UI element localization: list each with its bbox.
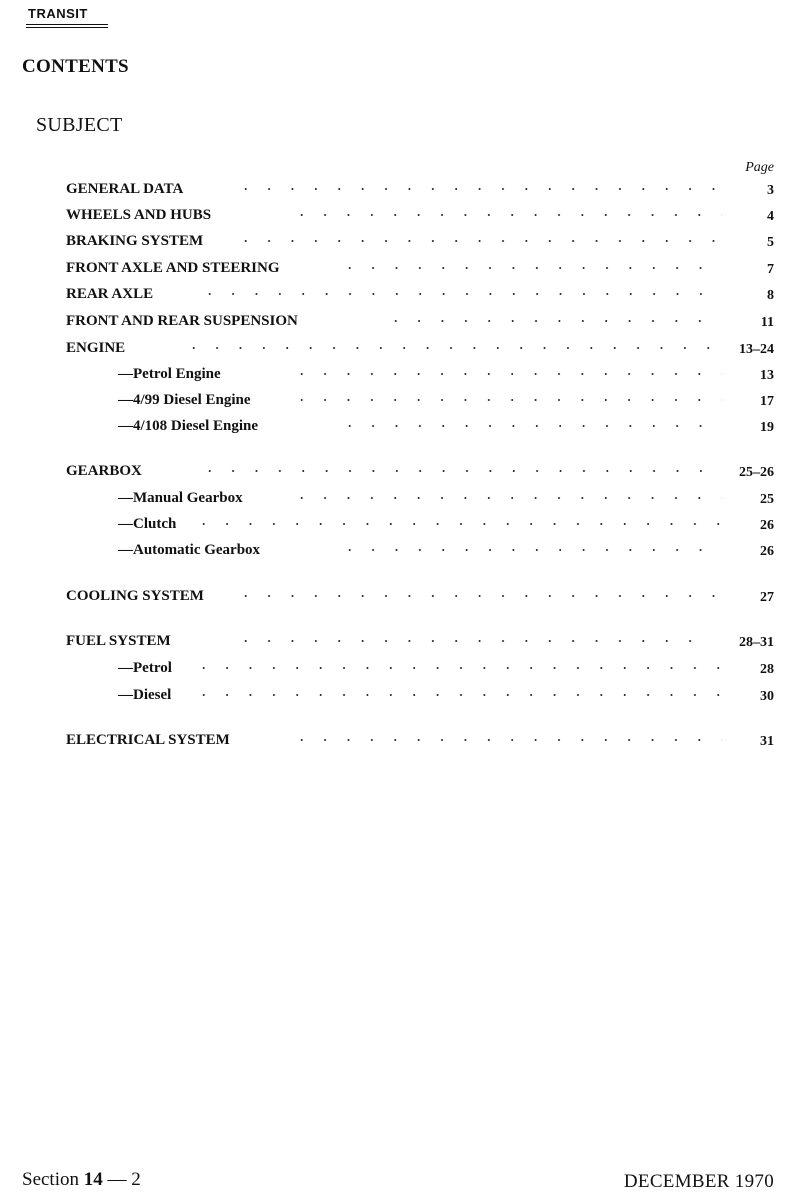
toc-entry-page: 25: [760, 492, 774, 507]
dot-leader: [284, 738, 722, 742]
toc-entry-label: FUEL SYSTEM: [66, 633, 171, 649]
toc-entry-page: 27: [760, 590, 774, 605]
toc-entry-electrical-system[interactable]: [66, 729, 774, 751]
dot-leader: [332, 424, 722, 428]
toc-entry-label: —Diesel: [118, 687, 172, 703]
toc-entry-page: 19: [760, 420, 774, 435]
dot-leader: [228, 639, 710, 643]
page-column-heading: Page: [745, 160, 774, 175]
toc-entry-label: BRAKING SYSTEM: [66, 233, 204, 249]
toc-entry-petrol-engine[interactable]: [66, 363, 774, 385]
toc-entry-page: 31: [760, 734, 774, 749]
toc-entry-petrol[interactable]: [66, 657, 774, 679]
toc-entry-page: 26: [760, 544, 774, 559]
toc-entry-page: 26: [760, 518, 774, 533]
toc-entry-wheels-and-hubs[interactable]: [66, 204, 774, 226]
toc-entry-label: —4/108 Diesel Engine: [118, 418, 259, 434]
dot-leader: [284, 398, 722, 402]
toc-entry-fuel-system[interactable]: [66, 630, 774, 652]
toc-entry-label: REAR AXLE: [66, 286, 154, 302]
footer-section-value: 14: [83, 1169, 103, 1190]
dot-leader: [378, 319, 722, 323]
toc-entry-page: 7: [767, 262, 774, 277]
footer-section-number: [22, 1169, 141, 1191]
toc-entry-general-data[interactable]: [66, 178, 774, 200]
toc-entry-page: 3: [767, 183, 774, 198]
toc-entry-label: GEARBOX: [66, 463, 142, 479]
toc-entry-label: ENGINE: [66, 340, 126, 356]
dot-leader: [186, 666, 722, 670]
dot-leader: [332, 548, 722, 552]
dot-leader: [192, 469, 710, 473]
dot-leader: [228, 594, 722, 598]
toc-entry-engine[interactable]: [66, 337, 774, 359]
toc-entry-manual-gearbox[interactable]: [66, 487, 774, 509]
toc-entry-page: 8: [767, 288, 774, 303]
toc-entry-label: COOLING SYSTEM: [66, 588, 204, 604]
footer-section-suffix: — 2: [107, 1169, 141, 1190]
toc-entry-gearbox[interactable]: [66, 460, 774, 482]
header-tag-text: TRANSIT: [26, 4, 108, 25]
toc-entry-automatic-gearbox[interactable]: [66, 539, 774, 561]
toc-entry-page: 17: [760, 394, 774, 409]
toc-entry-page: 5: [767, 235, 774, 250]
dot-leader: [284, 372, 722, 376]
toc-entry-label: —Manual Gearbox: [118, 490, 243, 506]
toc-entry-page: 13: [760, 368, 774, 383]
toc-entry-page: 13–24: [739, 342, 774, 357]
toc-entry-clutch[interactable]: [66, 513, 774, 535]
dot-leader: [192, 292, 722, 296]
toc-entry-label: —Petrol: [118, 660, 172, 676]
toc-entry-label: GENERAL DATA: [66, 181, 184, 197]
toc-entry-rear-axle[interactable]: [66, 283, 774, 305]
toc-entry-label: —Clutch: [118, 516, 177, 532]
toc-entry-label: —Petrol Engine: [118, 366, 221, 382]
toc-entry-braking-system[interactable]: [66, 230, 774, 252]
toc-entry-front-axle-and-steering[interactable]: [66, 257, 774, 279]
toc-entry-diesel[interactable]: [66, 684, 774, 706]
toc-entry-label: FRONT AND REAR SUSPENSION: [66, 313, 298, 329]
toc-entry-label: WHEELS AND HUBS: [66, 207, 212, 223]
toc-entry-label: ELECTRICAL SYSTEM: [66, 732, 230, 748]
toc-entry-4-108-diesel-engine[interactable]: [66, 415, 774, 437]
toc-entry-page: 28–31: [739, 635, 774, 650]
toc-entry-label: FRONT AXLE AND STEERING: [66, 260, 280, 276]
footer-date: DECEMBER 1970: [623, 1171, 774, 1192]
toc-entry-page: 25–26: [739, 465, 774, 480]
dot-leader: [228, 239, 722, 243]
footer-section-prefix: Section: [22, 1169, 79, 1190]
dot-leader: [332, 266, 722, 270]
toc-entry-front-and-rear-suspension[interactable]: [66, 310, 774, 332]
dot-leader: [186, 693, 722, 697]
toc-entry-page: 11: [760, 315, 774, 330]
dot-leader: [186, 522, 722, 526]
dot-leader: [284, 496, 722, 500]
toc-entry-page: 30: [760, 689, 774, 704]
contents-title: CONTENTS: [22, 56, 129, 77]
dot-leader: [284, 213, 722, 217]
dot-leader: [176, 346, 710, 350]
toc-entry-4-99-diesel-engine[interactable]: [66, 389, 774, 411]
toc-entry-cooling-system[interactable]: [66, 585, 774, 607]
subject-title: SUBJECT: [36, 114, 123, 136]
toc-entry-page: 28: [760, 662, 774, 677]
toc-entry-label: —4/99 Diesel Engine: [118, 392, 251, 408]
dot-leader: [228, 187, 722, 191]
toc-entry-page: 4: [767, 209, 774, 224]
toc-entry-label: —Automatic Gearbox: [118, 542, 261, 558]
